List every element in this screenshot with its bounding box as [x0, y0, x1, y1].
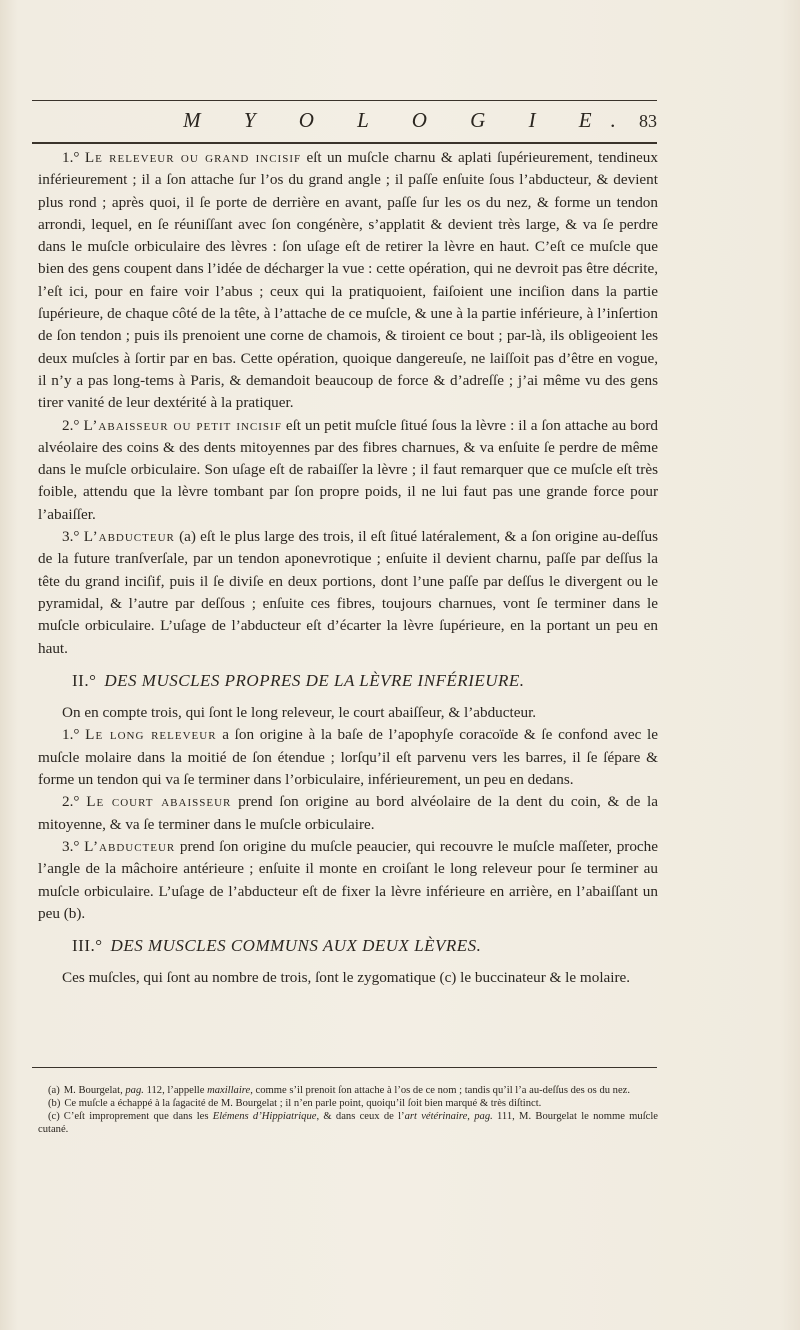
footnote: (b) Ce muſcle a échappé à la ſagacité de M. Bourgelat ; il n’en parle point, quoiqu’il ſoit bien marqué & très diſtinct.: [48, 1098, 542, 1109]
paragraph-text: prend ſon origine au bord alvéolaire de la dent du coin, & de la mitoyenne, & va ſe terminer dans le muſcle orbiculaire.: [38, 793, 659, 833]
header-rule-thick: [32, 142, 657, 144]
paragraph: [38, 415, 658, 526]
muscle-name: L’abaisseur ou petit incisif: [83, 416, 282, 434]
paragraph-number: 2.°: [62, 793, 80, 811]
paragraph-number: 3.°: [62, 837, 80, 855]
section-title: DES MUSCLES PROPRES DE LA LÈVRE INFÉRIEURE.: [104, 670, 525, 690]
page-number: 83: [639, 111, 657, 131]
paragraph: [38, 724, 658, 791]
paragraph-text: (a) eſt le plus large des trois, il eſt ſitué latéralement, & a ſon origine au-deſſus de la future tranſverſale, par un tendon aponevrotique ; enſuite il devient charnu, paſſe par deſſus la tête du grand inciſif, puis il ſe diviſe en deux portions, dont l’une paſſe par deſſus le divergent ou le pyramidal, & l’autre par deſſous ; enſuite ces fibres, toujours charnues, vont ſe terminer dans le muſcle orbiculaire. L’uſage de l’abducteur eſt d’écarter la lèvre ſupérieure, en la portant un peu en haut.: [38, 528, 659, 657]
muscle-name: L’abducteur: [83, 528, 175, 546]
muscle-name: Le long releveur: [85, 726, 217, 744]
paragraph-number: 1.°: [62, 726, 80, 744]
muscle-name: L’abducteur: [84, 837, 176, 855]
paragraph-text: eſt un petit muſcle ſitué ſous la lèvre : il a ſon attache au bord alvéolaire des coins & des dents mitoyennes par des fibres charnues, & va enſuite ſe perdre de même dans le muſcle orbiculaire. Son uſage eſt de rabaiſſer la lèvre ; il faut remarquer que ce muſcle eſt très foible, attendu que la lèvre tombant par ſon propre poids, il ne lui faut pas une grande force pour l’abaiſſer.: [38, 416, 658, 523]
section-intro: Ces muſcles, qui ſont au nombre de trois, ſont le zygomatique (c) le buccinateur & le molaire.: [62, 969, 631, 987]
paragraph-text: eſt un muſcle charnu & aplati ſupérieurement, tendineux inférieurement ; il a ſon attache ſur l’os du grand angle ; il paſſe enſuite ſous l’abducteur, & devient plus rond ; après quoi, il ſe porte de derrière en avant, paſſe ſur les os du nez, & forme un tendon arrondi, lequel, en ſe réuniſſant avec ſon congénère, s’applatit & devient très large, & va ſe perdre dans le muſcle orbiculaire des lèvres : ſon uſage eſt de retirer la lèvre en haut. C’eſt ce muſcle que bien des gens coupent dans l’idée de décharger la vue : cette opération, qui ne devroit pas être décrite, l’eſt ici, pour en faire voir l’abus ; ceux qui la pratiquoient, faiſoient une inciſion dans la partie ſupérieure, de chaque côté de la tête, à l’attache de ce muſcle, & une à la partie inférieure, à l’inſertion de ſon tendon ; puis ils prenoient une corne de chamois, & tiroient ce bout ; par-là, ils obligeoient les deux muſcles à ſortir par en bas. Cette opération, quoique dangereuſe, ne laiſſoit pas d’être en vogue, il n’y a pas long-tems à Paris, & demandoit beaucoup de force & d’adreſſe ; j’ai même vu des gens tirer vanité de leur dextérité à la pratiquer.: [38, 149, 658, 412]
running-title: M Y O L O G I E.: [183, 108, 635, 132]
paragraph: [38, 791, 658, 836]
paragraph-number: 1.°: [62, 149, 80, 166]
paragraph-number: 2.°: [62, 416, 80, 434]
footnote-mark: (c): [48, 1111, 60, 1122]
footnote-mark: (a): [48, 1085, 60, 1096]
body-text: [38, 147, 658, 990]
section-number: III.°: [72, 936, 103, 956]
section-intro: On en compte trois, qui ſont le long releveur, le court abaiſſeur, & l’abducteur.: [62, 704, 537, 722]
paragraph-number: 3.°: [62, 528, 80, 546]
footnote-mark: (b): [48, 1098, 61, 1109]
section-heading: [38, 935, 658, 957]
muscle-name: Le releveur ou grand incisif: [84, 149, 302, 166]
section-title: DES MUSCLES COMMUNS AUX DEUX LÈVRES.: [110, 936, 482, 956]
section-number: II.°: [72, 670, 97, 690]
footnote: (a) M. Bourgelat, pag. 112, l’appelle maxillaire, comme s’il prenoit ſon attache à l’os de ce nom ; tandis qu’il l’a au-deſſus des os du nez.: [48, 1085, 631, 1096]
footnotes: [38, 1084, 658, 1136]
paragraph-text: a ſon origine à la baſe de l’apophyſe coracoïde & ſe confond avec le muſcle molaire dans la moitié de ſon étendue ; lorſqu’il eſt parvenu vers les barres, il ſe ſépare & forme un tendon qui va ſe terminer dans l’orbiculaire, inférieurement, un peu en dedans.: [38, 726, 658, 789]
paragraph: [38, 147, 658, 415]
paragraph-text: prend ſon origine du muſcle peaucier, qui recouvre le muſcle maſſeter, proche l’angle de la mâchoire antérieure ; enſuite il monte en croiſant le long releveur pour ſe terminer au muſcle orbiculaire. L’uſage de l’abducteur eſt de fixer la lèvre inférieure en arrière, en l’abaiſſant un peu (b).: [38, 837, 659, 922]
paragraph: [38, 526, 658, 660]
header-rule-thin: [32, 100, 657, 101]
footnote: (c) C’eſt improprement que dans les Elémens d’Hippiatrique, & dans ceux de l’art vétérinaire, pag. 111, M. Bourgelat le nomme muſcle cutané.: [38, 1111, 658, 1135]
footnote-rule: [32, 1067, 657, 1068]
section-heading: [38, 670, 658, 692]
muscle-name: Le court abaisseur: [86, 793, 232, 811]
paragraph: [38, 836, 658, 925]
